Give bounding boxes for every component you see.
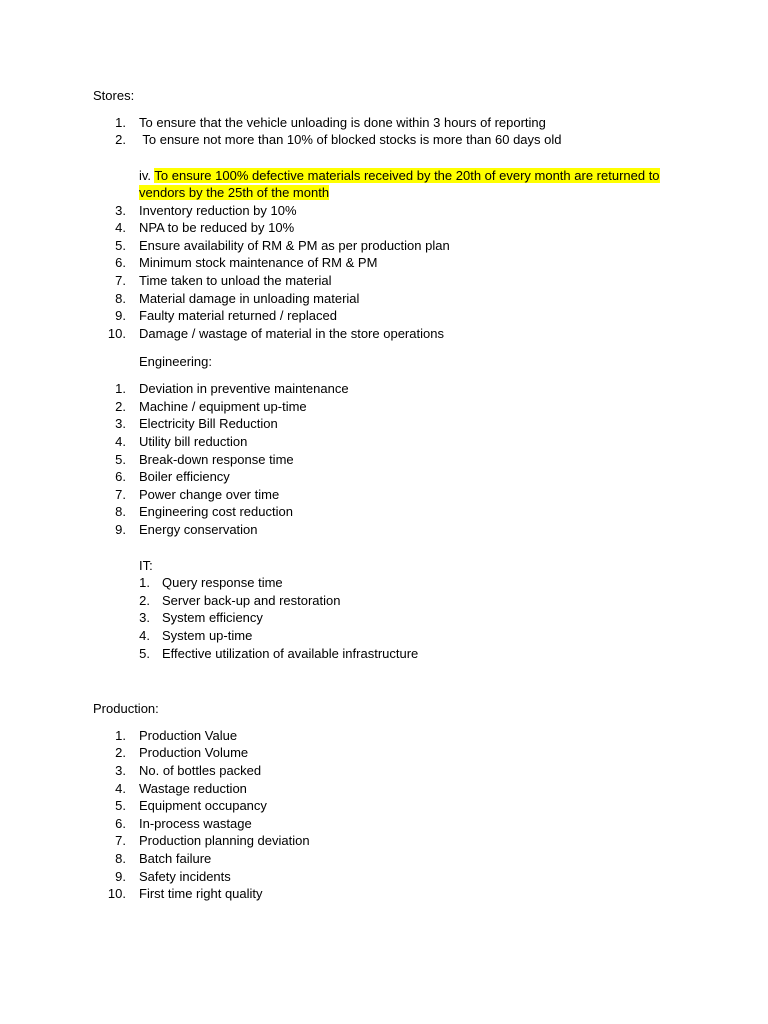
list-text: Engineering cost reduction	[139, 504, 293, 519]
list-text: Boiler efficiency	[139, 469, 230, 484]
list-text: No. of bottles packed	[139, 763, 262, 778]
list-text: Production Value	[139, 728, 238, 743]
list-text: Batch failure	[139, 851, 212, 866]
note-line-2	[139, 184, 329, 202]
note-highlight-1: To ensure 100% defective materials received by the 20th of every month are returned to	[154, 168, 660, 183]
engineering-heading: Engineering:	[139, 354, 212, 369]
list-number: 3.	[115, 763, 126, 778]
list-text: First time right quality	[139, 886, 263, 901]
list-number: 9.	[115, 869, 126, 884]
note-highlight-2: vendors by the 25th of the month	[139, 185, 330, 200]
list-text: Production planning deviation	[139, 833, 310, 848]
list-text: Faulty material returned / replaced	[139, 308, 337, 323]
list-number: 5.	[115, 798, 126, 813]
list-text: System up-time	[162, 628, 253, 643]
list-number: 1.	[139, 575, 150, 590]
list-number: 2.	[139, 593, 150, 608]
list-text: Break-down response time	[139, 452, 294, 467]
list-text: Server back-up and restoration	[162, 593, 341, 608]
list-number: 7.	[115, 487, 126, 502]
note-prefix: iv.	[139, 168, 155, 183]
list-number: 3.	[115, 203, 126, 218]
list-number: 7.	[115, 833, 126, 848]
list-text: Effective utilization of available infrastructure	[162, 646, 419, 661]
list-number: 1.	[115, 115, 126, 130]
it-heading: IT:	[139, 558, 153, 573]
list-text: Production Volume	[139, 745, 249, 760]
list-number: 1.	[115, 728, 126, 743]
list-text: Ensure availability of RM & PM as per production plan	[139, 238, 450, 253]
list-text: To ensure not more than 10% of blocked stocks is more than 60 days old	[139, 132, 562, 147]
list-number: 4.	[115, 781, 126, 796]
list-text: Minimum stock maintenance of RM & PM	[139, 255, 378, 270]
list-text: Damage / wastage of material in the store operations	[139, 326, 444, 341]
list-text: To ensure that the vehicle unloading is done within 3 hours of reporting	[139, 115, 546, 130]
list-text: Machine / equipment up-time	[139, 399, 307, 414]
list-number: 9.	[115, 522, 126, 537]
list-number: 1.	[115, 381, 126, 396]
stores-heading: Stores:	[93, 88, 135, 103]
list-number: 5.	[115, 238, 126, 253]
list-text: Time taken to unload the material	[139, 273, 332, 288]
list-number: 5.	[139, 646, 150, 661]
list-number: 4.	[115, 434, 126, 449]
list-number: 4.	[115, 220, 126, 235]
list-number: 10.	[107, 326, 126, 341]
list-number: 5.	[115, 452, 126, 467]
list-text: NPA to be reduced by 10%	[139, 220, 295, 235]
list-number: 8.	[115, 291, 126, 306]
list-number: 3.	[139, 610, 150, 625]
list-text: Equipment occupancy	[139, 798, 267, 813]
list-number: 8.	[115, 851, 126, 866]
list-number: 7.	[115, 273, 126, 288]
list-text: Electricity Bill Reduction	[139, 416, 278, 431]
list-text: Wastage reduction	[139, 781, 247, 796]
list-number: 6.	[115, 255, 126, 270]
list-number: 2.	[115, 399, 126, 414]
note-line-1	[139, 167, 660, 185]
list-number: 9.	[115, 308, 126, 323]
list-number: 10.	[107, 886, 126, 901]
list-text: Utility bill reduction	[139, 434, 248, 449]
list-number: 6.	[115, 816, 126, 831]
list-text: Inventory reduction by 10%	[139, 203, 297, 218]
list-text: Power change over time	[139, 487, 280, 502]
list-text: Material damage in unloading material	[139, 291, 360, 306]
list-text: Query response time	[162, 575, 283, 590]
list-number: 2.	[115, 132, 126, 147]
list-text: Energy conservation	[139, 522, 258, 537]
list-number: 2.	[115, 745, 126, 760]
list-text: Deviation in preventive maintenance	[139, 381, 349, 396]
list-number: 8.	[115, 504, 126, 519]
list-text: In-process wastage	[139, 816, 252, 831]
list-text: Safety incidents	[139, 869, 231, 884]
list-text: System efficiency	[162, 610, 263, 625]
list-number: 6.	[115, 469, 126, 484]
list-number: 3.	[115, 416, 126, 431]
list-number: 4.	[139, 628, 150, 643]
production-heading: Production:	[93, 701, 159, 716]
